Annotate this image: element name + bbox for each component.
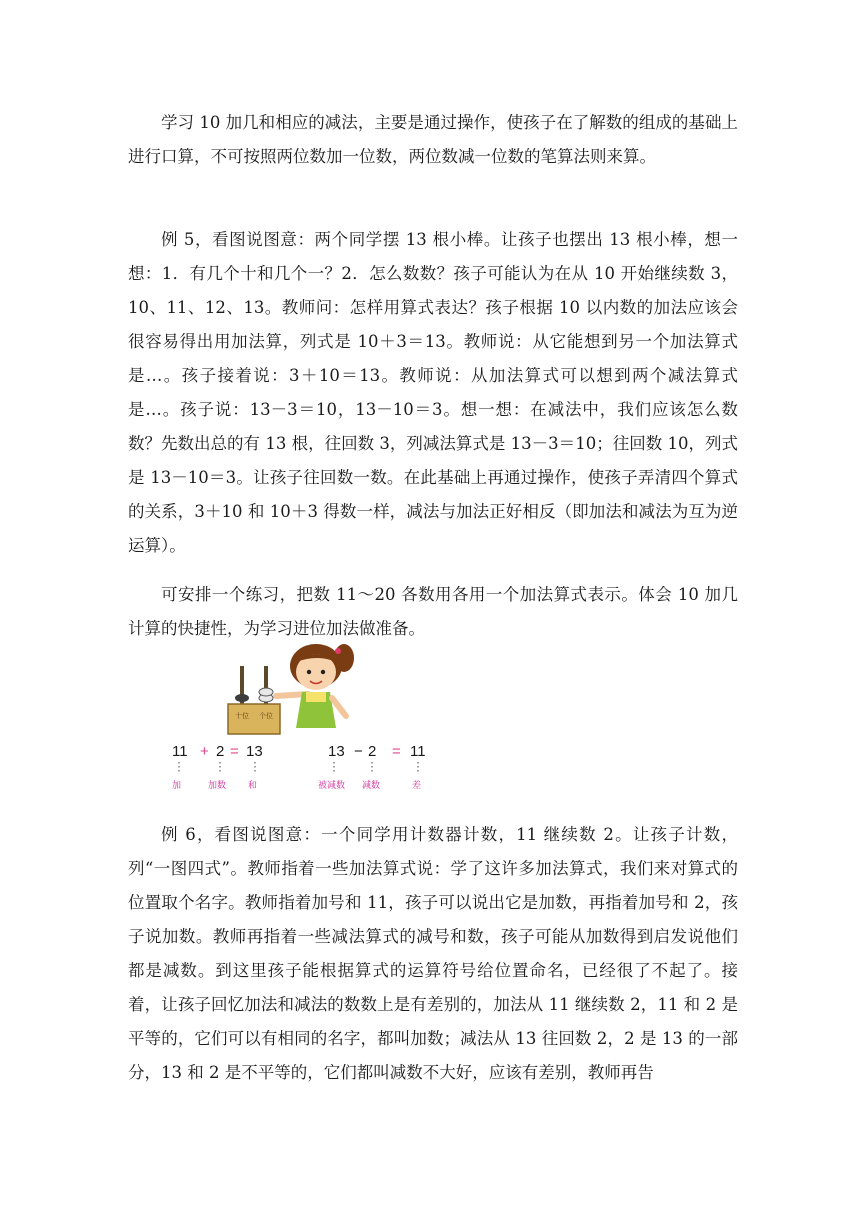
paragraph-example-6: 例 6，看图说图意：一个同学用计数器计数，11 继续数 2。让孩子计数，列“一图四式”。教师指着一些加法算式说：学了这许多加法算式，我们来对算式的位置取个名字。教师指着加号和 11，孩子可以说出它是加数，再指着加号和 2，孩子说加数。教师再指着一些减法算式的减号和数，孩子可能从加数得到启发说他们都是减数。到这里孩子能根据算式的运算符号给位置命名，已经很了不起了。接着，让孩子回忆加法和减法的数数上是有差别的，加法从 11 继续数 2，11 和 2 是平等的，它们可以有相同的名字，都叫加数；减法从 13 往回数 2，2 是 13 的一部分，13 和 2 是不平等的，它们都叫减数不大好，应该有差别，教师再告: [128, 825, 738, 1082]
equals-sign-add: =: [230, 743, 239, 760]
minuend: 13: [328, 743, 345, 760]
equation-row: [172, 743, 426, 760]
sum-name: 和: [248, 781, 258, 791]
addend-1-name: 加: [172, 781, 182, 791]
difference-name: 差: [412, 781, 422, 791]
minuend-name: 被减数: [318, 781, 346, 791]
sum-value: 13: [246, 743, 263, 760]
paragraph-practice: 可安排一个练习，把数 11～20 各数用各用一个加法算式表示。体会 10 加几计算的快捷性，为学习进位加法做准备。: [128, 585, 738, 638]
tens-label: 十位: [235, 712, 249, 720]
addend-2-name: 加数: [208, 781, 227, 791]
minus-sign: −: [354, 743, 363, 760]
plus-sign: +: [200, 743, 209, 760]
equals-sign-sub: =: [392, 743, 401, 760]
position-names: [172, 779, 421, 791]
counter-abacus: [228, 666, 280, 734]
subtrahend-name: 减数: [362, 781, 381, 791]
illustration-svg: [168, 636, 430, 796]
dotted-guides: [179, 762, 418, 774]
subtrahend: 2: [368, 743, 377, 760]
girl-illustration: [276, 644, 354, 728]
paragraph-intro: 学习 10 加几和相应的减法，主要是通过操作，使孩子在了解数的组成的基础上进行口算，不可按照两位数加一位数，两位数减一位数的笔算法则来算。: [128, 113, 738, 166]
illustration-counter-equations: [168, 636, 430, 796]
ones-label: 个位: [259, 712, 273, 720]
difference-value: 11: [410, 743, 426, 760]
addend-1: 11: [172, 743, 188, 760]
paragraph-example-5: 例 5，看图说图意：两个同学摆 13 根小棒。让孩子也摆出 13 根小棒，想一想：1．有几个十和几个一？2．怎么数数？孩子可能认为在从 10 开始继续数 3，10、11、12、13。教师问：怎样用算式表达？孩子根据 10 以内数的加法应该会很容易得出用加法算，列式是 10＋3＝13。教师说：从它能想到另一个加法算式是…。孩子接着说：3＋10＝13。教师说：从加法算式可以想到两个减法算式是…。孩子说：13－3＝10，13－10＝3。想一想：在减法中，我们应该怎么数数？先数出总的有 13 根，往回数 3，列减法算式是 13－3＝10；往回数 10，列式是 13－10＝3。让孩子往回数一数。在此基础上再通过操作，使孩子弄清四个算式的关系，3＋10 和 10＋3 得数一样，减法与加法正好相反（即加法和减法为互为逆运算）。: [128, 230, 738, 555]
addend-2: 2: [216, 743, 225, 760]
